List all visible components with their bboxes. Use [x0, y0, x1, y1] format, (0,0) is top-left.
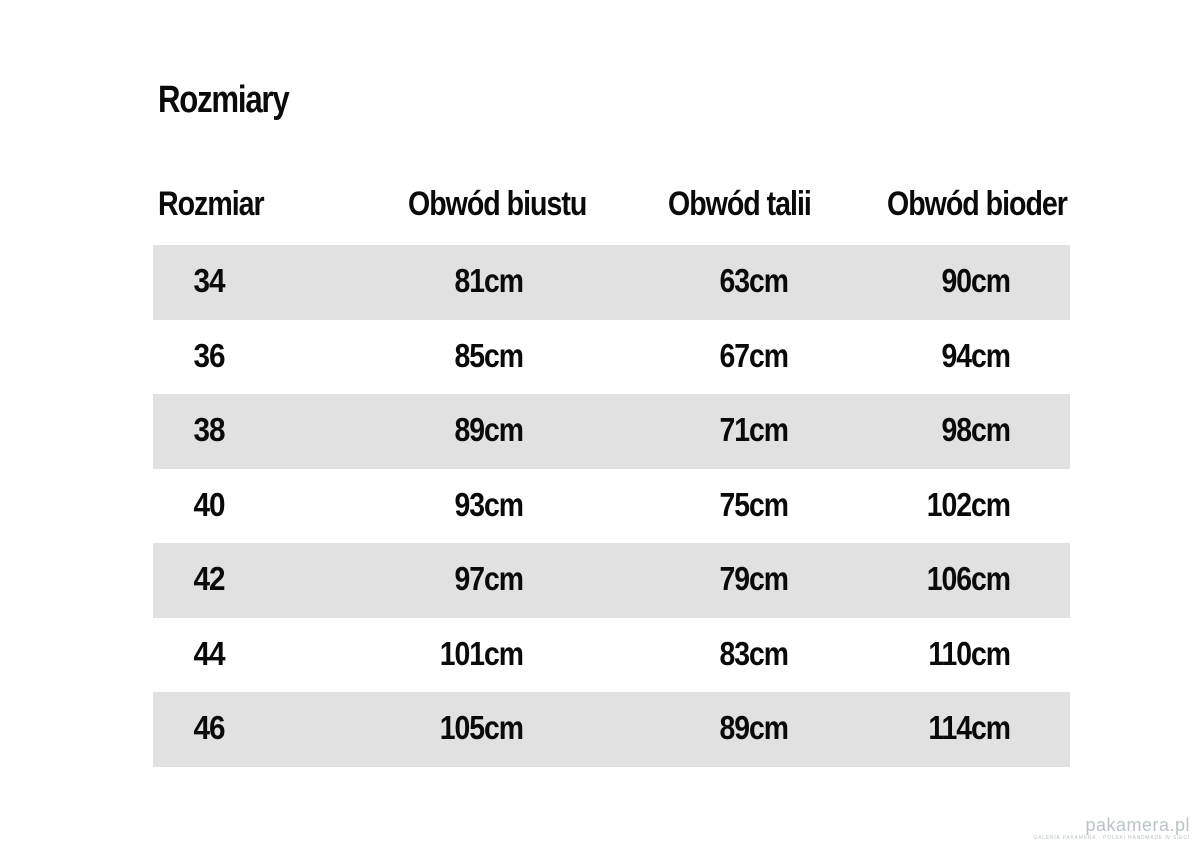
column-header-hip: Obwód bioder	[887, 185, 1067, 223]
size-cell: 38	[193, 411, 225, 448]
bust-cell: 97cm	[454, 560, 523, 597]
bust-cell: 89cm	[454, 411, 523, 448]
bust-cell: 85cm	[454, 336, 523, 374]
table-row	[153, 245, 1070, 320]
hip-cell: 106cm	[926, 560, 1010, 597]
waist-cell: 67cm	[719, 336, 788, 374]
waist-cell: 83cm	[719, 634, 788, 672]
watermark-tagline: GALERIA PAKAMERA - POLSKI HANDMADE W SIECI	[1033, 835, 1190, 841]
size-cell: 44	[193, 634, 225, 672]
watermark-logo: pakamera.pl	[1085, 815, 1190, 835]
size-cell: 34	[193, 262, 225, 299]
waist-cell: 79cm	[719, 560, 788, 597]
table-row	[153, 469, 1070, 544]
bust-cell: 105cm	[439, 709, 523, 746]
size-cell: 36	[193, 336, 225, 374]
table-row	[153, 543, 1070, 618]
hip-cell: 94cm	[941, 336, 1010, 374]
bust-cell: 101cm	[439, 634, 523, 672]
bust-cell: 81cm	[454, 262, 523, 299]
waist-cell: 89cm	[719, 709, 788, 746]
table-row	[153, 320, 1070, 395]
bust-cell: 93cm	[454, 485, 523, 523]
hip-cell: 102cm	[926, 485, 1010, 523]
size-table	[153, 245, 1070, 767]
column-header-size: Rozmiar	[158, 185, 264, 223]
hip-cell: 90cm	[941, 262, 1010, 299]
waist-cell: 63cm	[719, 262, 788, 299]
column-header-bust: Obwód biustu	[408, 185, 587, 223]
watermark	[1033, 815, 1190, 842]
waist-cell: 71cm	[719, 411, 788, 448]
size-cell: 40	[193, 485, 225, 523]
size-cell: 42	[193, 560, 225, 597]
hip-cell: 114cm	[928, 709, 1010, 746]
page-title: Rozmiary	[158, 79, 289, 121]
column-header-waist: Obwód talii	[668, 185, 811, 223]
size-cell: 46	[193, 709, 225, 746]
hip-cell: 110cm	[928, 634, 1010, 672]
table-row	[153, 692, 1070, 767]
table-row	[153, 394, 1070, 469]
table-row	[153, 618, 1070, 693]
waist-cell: 75cm	[719, 485, 788, 523]
hip-cell: 98cm	[941, 411, 1010, 448]
